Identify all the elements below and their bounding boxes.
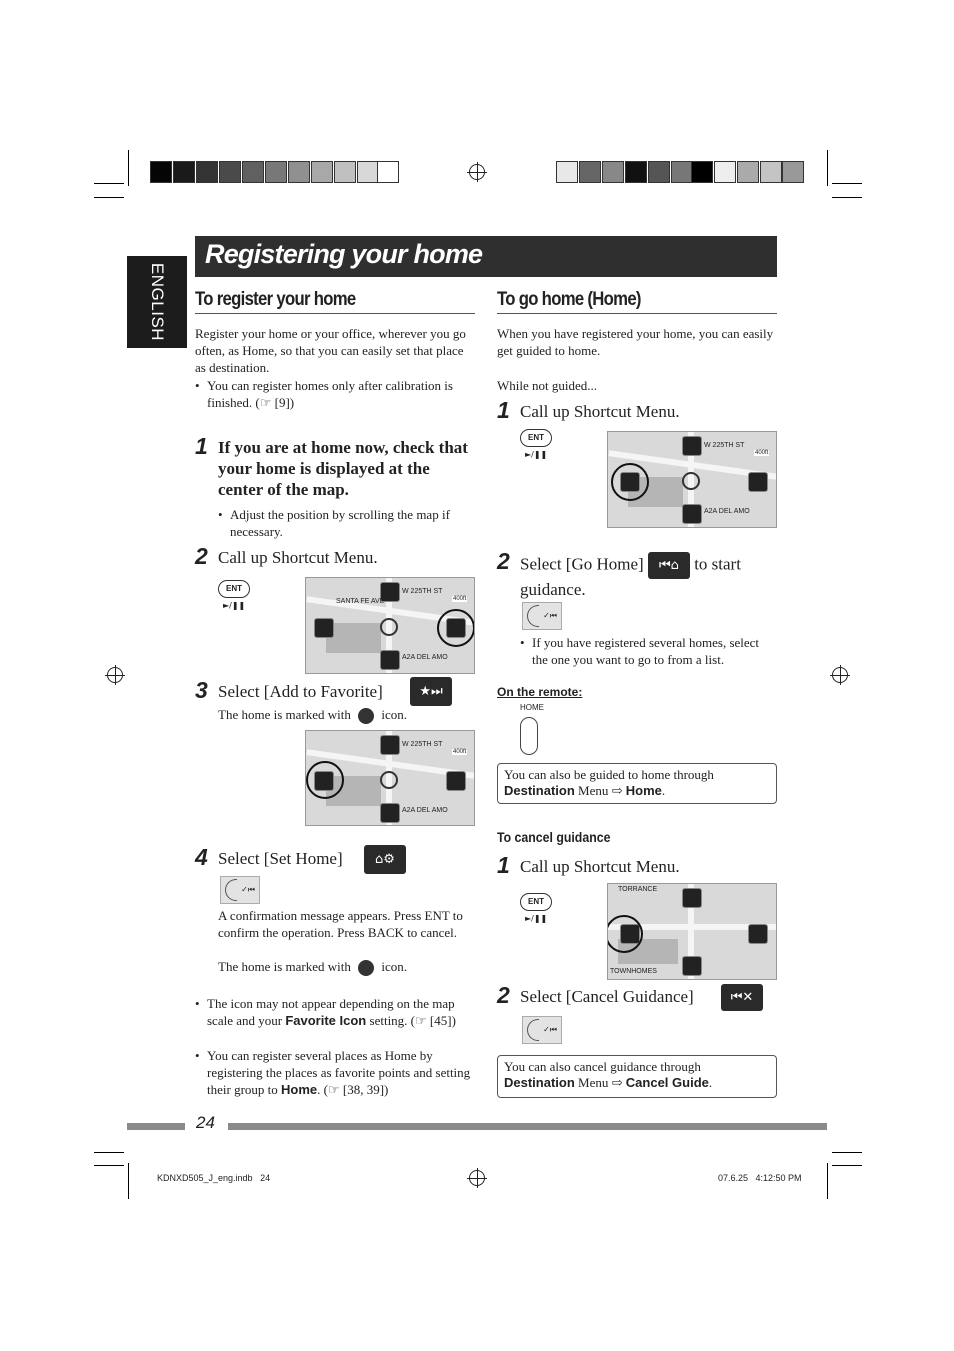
intro-bullet: • You can register homes only after calibration is finished. (☞ [9])	[207, 377, 475, 411]
bottom-bar-left	[127, 1123, 185, 1130]
step-text: Select [Add to Favorite]	[218, 682, 383, 701]
section-heading-register: To register your home	[195, 289, 356, 310]
map-street-label: A2A DEL AMO	[704, 508, 750, 515]
favorite-marker-icon	[358, 708, 374, 724]
step-text: Select [Go Home] ⏮⌂ to start guidance.	[520, 552, 780, 600]
play-pause-icon: ►/❚❚	[525, 914, 548, 923]
crop-mark	[94, 183, 124, 184]
ent-button[interactable]: ENT	[218, 580, 250, 598]
map-screen	[305, 577, 475, 674]
info-box: You can also cancel guidance through Destination Menu ⇨ Cancel Guide.	[497, 1055, 777, 1098]
map-street-label: A2A DEL AMO	[402, 807, 448, 814]
section-rule	[195, 313, 475, 314]
crop-mark	[94, 197, 124, 198]
play-pause-icon: ►/❚❚	[525, 450, 548, 459]
crop-mark	[832, 197, 862, 198]
remote-key-label: HOME	[520, 703, 544, 712]
add-to-favorite-icon: ★⏭	[410, 677, 452, 706]
section-heading-go-home: To go home (Home)	[497, 289, 641, 310]
crop-mark	[128, 150, 129, 186]
map-street-label: W 225TH ST	[402, 741, 443, 748]
intro-text: When you have registered your home, you can easily get guided to home.	[497, 326, 774, 358]
step-text: Call up Shortcut Menu.	[520, 402, 680, 421]
play-pause-icon: ►/❚❚	[223, 601, 246, 610]
crop-mark	[94, 1165, 124, 1166]
ent-button[interactable]: ENT	[520, 893, 552, 911]
step-text: Select [Set Home]	[218, 849, 343, 868]
crop-mark	[94, 1152, 124, 1153]
cancel-guidance-icon: ⏮✕	[721, 984, 763, 1011]
note-bullet: • You can register several places as Home by registering the places as favorite points and setting their group to Home. (☞ [38, 39])	[207, 1047, 475, 1098]
footer-file: KDNXD505_J_eng.indb 24	[157, 1173, 271, 1183]
map-street-label: TOWNHOMES	[610, 968, 657, 975]
condition-text: While not guided...	[497, 378, 598, 393]
section-rule	[497, 313, 777, 314]
step-number: 2	[497, 982, 510, 1008]
language-tab: ENGLISH	[127, 256, 187, 348]
footer-timestamp: 07.6.25 4:12:50 PM	[718, 1173, 802, 1183]
crop-mark	[128, 1163, 129, 1199]
control-knob-icon: ✓⏮	[220, 876, 260, 904]
remote-label: On the remote:	[497, 685, 583, 699]
registration-mark	[469, 1170, 485, 1186]
page-title: Registering your home	[195, 236, 777, 277]
step-number: 1	[195, 433, 208, 459]
step-note: The home is marked with icon.	[218, 958, 407, 976]
map-street-label: SANTA FE AVE	[336, 598, 385, 605]
registration-mark	[832, 667, 848, 683]
step-text: Call up Shortcut Menu.	[520, 857, 680, 876]
intro-text: Register your home or your office, wherever you go often, as Home, so that you can easily set that place as destination.	[195, 326, 466, 375]
step-bullet: • Adjust the position by scrolling the map if necessary.	[230, 506, 476, 540]
step-number: 4	[195, 844, 208, 870]
map-scale: 400ft	[453, 596, 467, 602]
remote-home-button[interactable]	[520, 717, 538, 755]
crop-mark	[832, 1152, 862, 1153]
step-bullet: • If you have registered several homes, select the one you want to go to from a list.	[532, 634, 772, 668]
step-number: 3	[195, 677, 208, 703]
step-note: A confirmation message appears. Press ENT to confirm the operation. Press BACK to cancel.	[218, 908, 463, 940]
registration-mark	[107, 667, 123, 683]
map-screen	[607, 883, 777, 980]
bottom-bar-right	[228, 1123, 827, 1130]
info-box: You can also be guided to home through Destination Menu ⇨ Home.	[497, 763, 777, 804]
crop-mark	[827, 1163, 828, 1199]
control-knob-icon: ✓⏮	[522, 1016, 562, 1044]
crop-mark	[832, 1165, 862, 1166]
set-home-icon: ⌂⚙	[364, 845, 406, 874]
map-screen	[607, 431, 777, 528]
step-number: 1	[497, 397, 510, 423]
step-note: The home is marked with icon.	[218, 706, 407, 724]
step-number: 2	[497, 548, 510, 574]
step-number: 2	[195, 543, 208, 569]
step-text: Call up Shortcut Menu.	[218, 548, 378, 567]
cancel-heading: To cancel guidance	[497, 829, 611, 845]
step-text: Select [Cancel Guidance]	[520, 987, 694, 1006]
control-knob-icon: ✓⏮	[522, 602, 562, 630]
crop-mark	[827, 150, 828, 186]
ent-button[interactable]: ENT	[520, 429, 552, 447]
registration-mark	[469, 164, 485, 180]
map-scale: 400ft	[453, 749, 467, 755]
map-street-label: W 225TH ST	[402, 588, 443, 595]
crop-mark	[832, 183, 862, 184]
step-number: 1	[497, 852, 510, 878]
page-number: 24	[196, 1113, 215, 1132]
map-street-label: W 225TH ST	[704, 442, 745, 449]
map-street-label: A2A DEL AMO	[402, 654, 448, 661]
go-home-icon: ⏮⌂	[648, 552, 690, 579]
map-screen	[305, 730, 475, 826]
step-text: If you are at home now, check that your home is displayed at the center of the map.	[218, 438, 468, 499]
note-bullet: • The icon may not appear depending on the map scale and your Favorite Icon setting. (☞ [45])	[207, 995, 475, 1029]
map-scale: 400ft	[755, 450, 769, 456]
map-street-label: TORRANCE	[618, 886, 658, 893]
home-marker-icon	[358, 960, 374, 976]
